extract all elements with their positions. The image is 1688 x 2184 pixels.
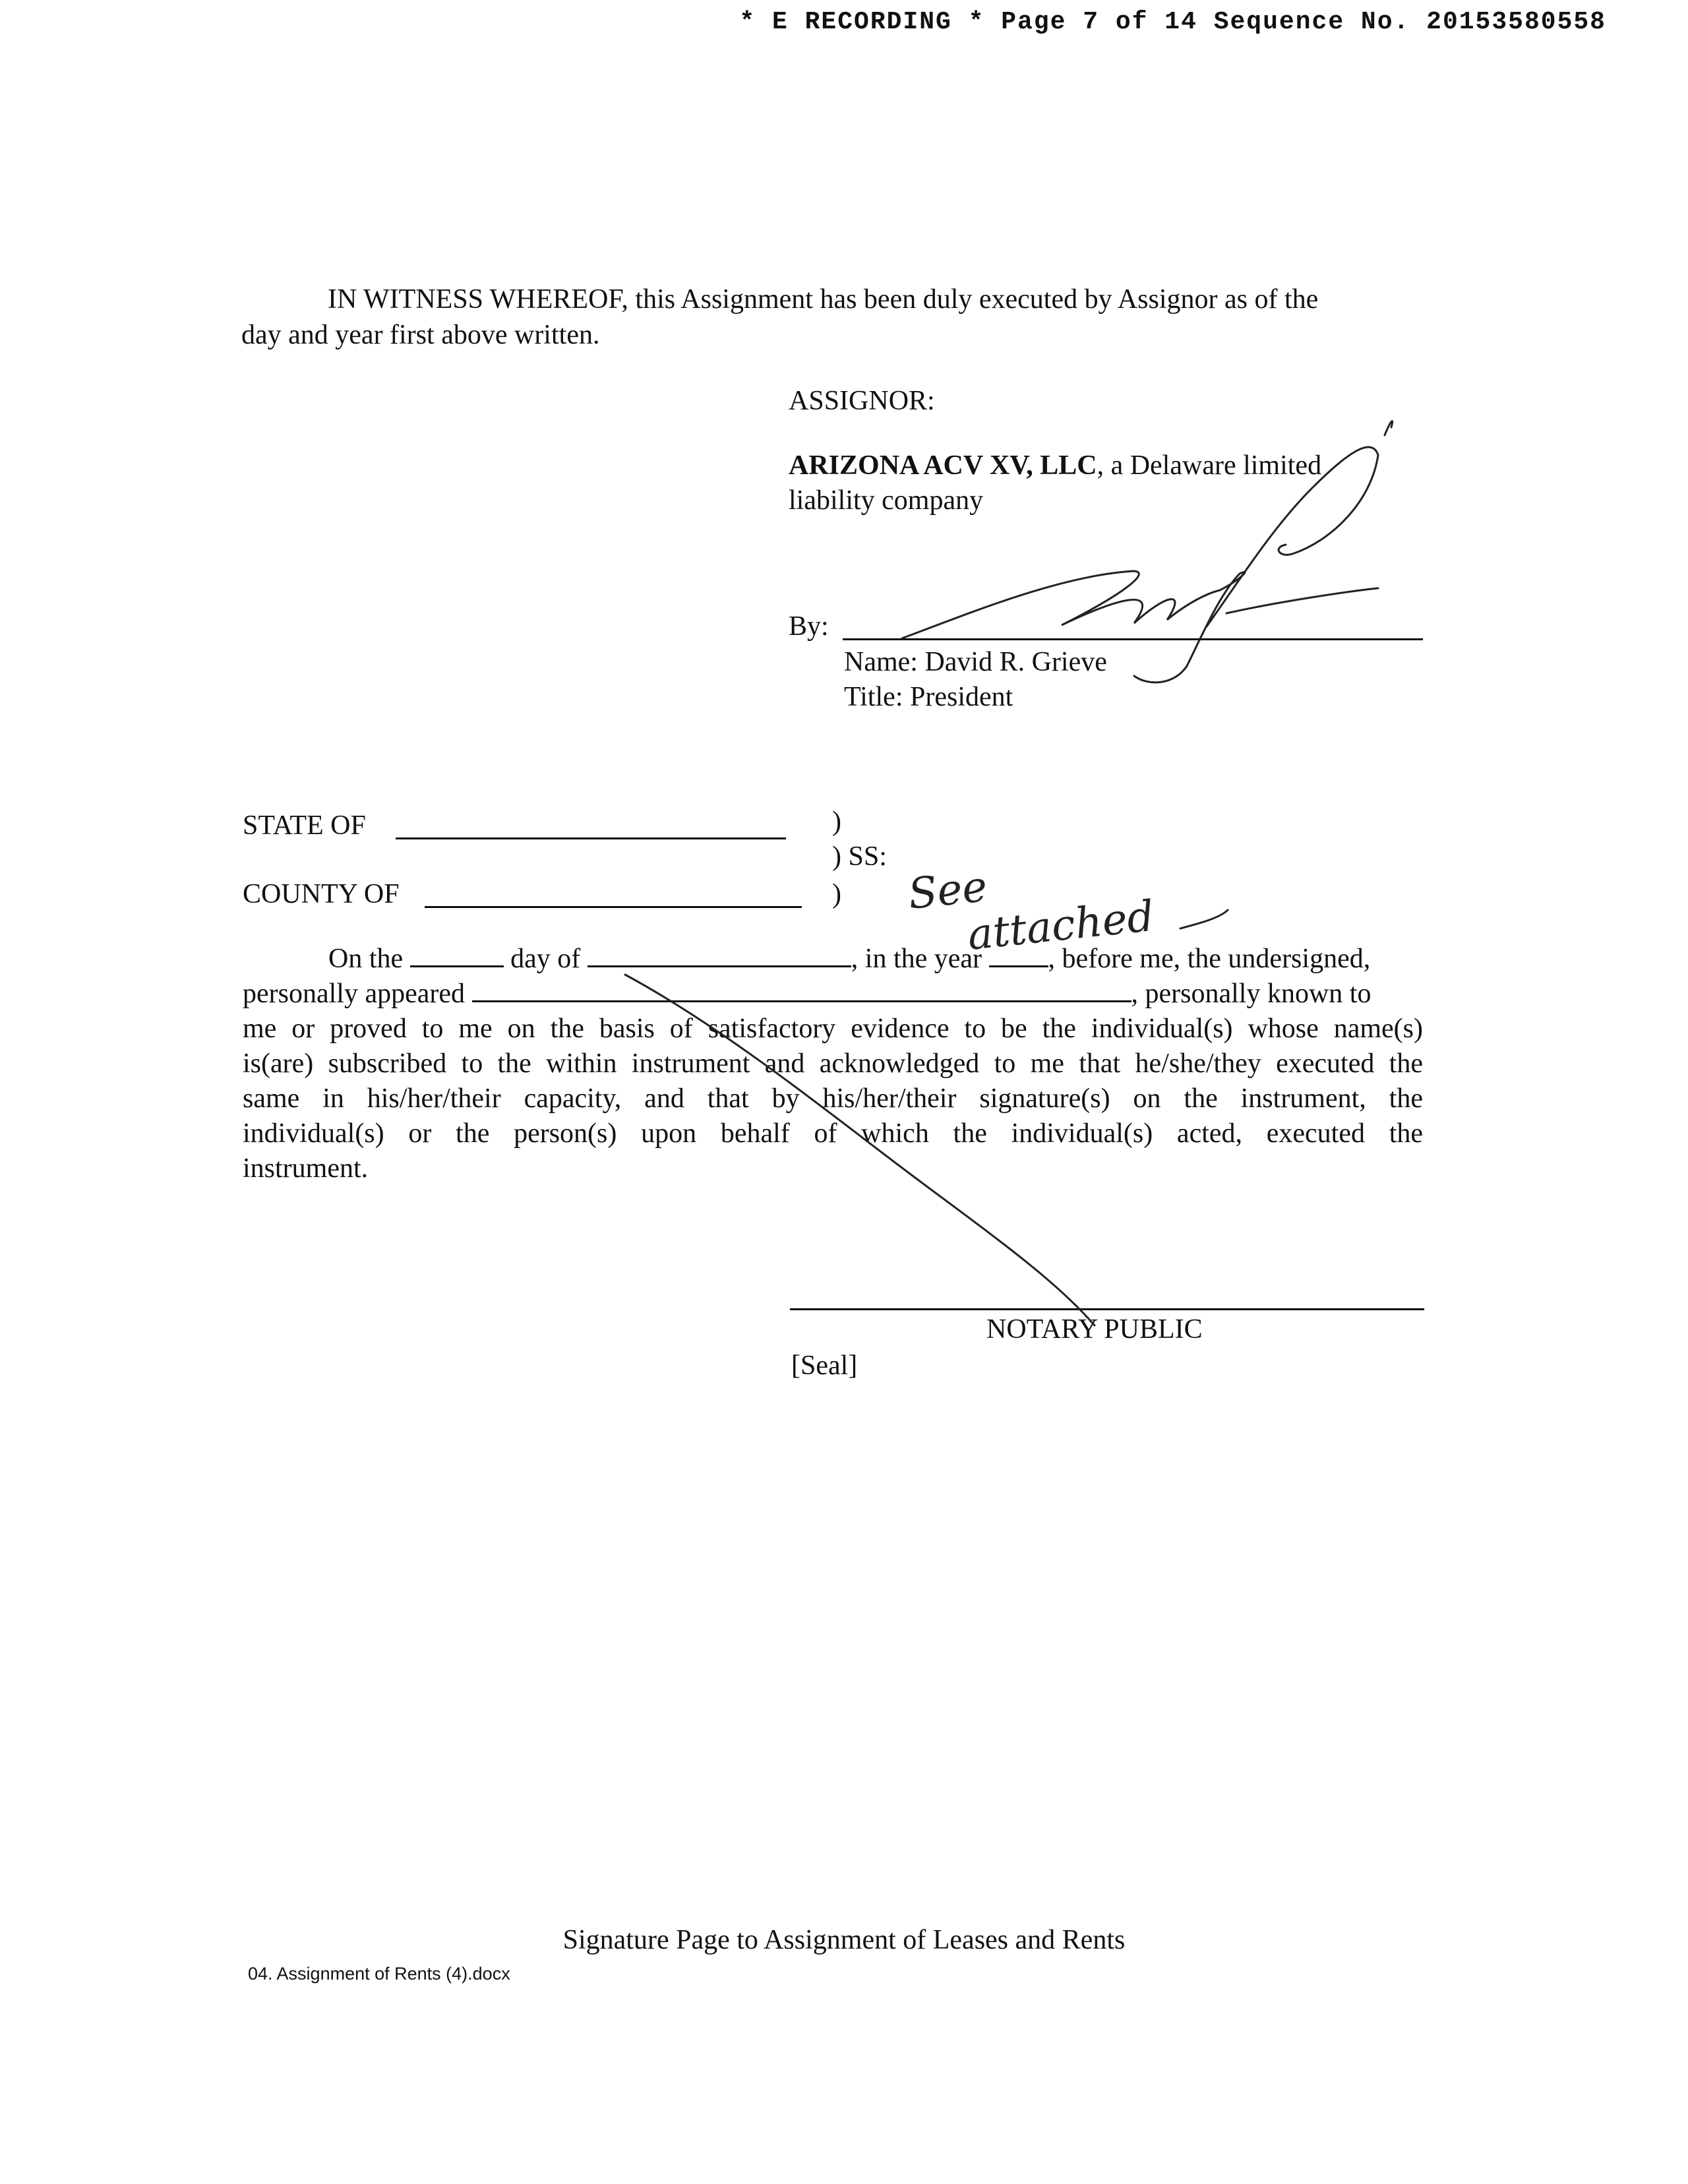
signer-title: Title: President xyxy=(844,682,1013,712)
ack-line-5: same in his/her/their capacity, and that by his/her/their signature(s) on the instrument, the xyxy=(243,1083,1423,1114)
venue-paren-3: ) xyxy=(832,879,841,909)
state-of-label: STATE OF xyxy=(243,810,366,841)
venue-paren-1: ) xyxy=(832,806,841,837)
recording-header: * E RECORDING * Page 7 of 14 Sequence No. 20153580558 xyxy=(739,8,1606,36)
assignor-company-line-2: liability company xyxy=(789,485,984,516)
see-attached-word-1: See xyxy=(905,862,990,919)
notary-public-label: NOTARY PUBLIC xyxy=(986,1314,1203,1345)
ack-on-the: On the xyxy=(328,944,404,974)
assignor-company-name: ARIZONA ACV XV, LLC xyxy=(789,450,1097,481)
signature-page-caption: Signature Page to Assignment of Leases and Rents xyxy=(562,1925,1126,1955)
venue-ss: ) SS: xyxy=(832,841,887,872)
ack-line-3: me or proved to me on the basis of satisfactory evidence to be the individual(s) whose name(s) xyxy=(243,1014,1423,1044)
witness-line-2: day and year first above written. xyxy=(241,320,600,350)
ack-in-the-year: , in the year xyxy=(851,944,982,974)
by-label: By: xyxy=(789,611,829,642)
assignor-company-desc-1: , a Delaware limited xyxy=(1097,450,1322,481)
ack-line-7: instrument. xyxy=(243,1153,369,1184)
assignor-label: ASSIGNOR: xyxy=(789,386,935,416)
county-of-label: COUNTY OF xyxy=(243,879,400,909)
handwritten-signature xyxy=(902,421,1393,682)
ack-line-4: is(are) subscribed to the within instrument and acknowledged to me that he/she/they executed the xyxy=(243,1048,1423,1079)
ack-before-me: , before me, the undersigned, xyxy=(1048,944,1371,974)
seal-label: [Seal] xyxy=(791,1350,858,1381)
strike-through-line xyxy=(625,975,1095,1325)
ack-personally-appeared: personally appeared xyxy=(243,979,466,1009)
ack-line-6: individual(s) or the person(s) upon behalf of which the individual(s) acted, executed the xyxy=(243,1118,1423,1149)
ack-day-of: day of xyxy=(510,944,581,974)
ack-personally-known: , personally known to xyxy=(1131,979,1372,1009)
see-attached-tail xyxy=(1180,910,1228,928)
witness-line-1: IN WITNESS WHEREOF, this Assignment has been duly executed by Assignor as of the xyxy=(328,284,1319,315)
signer-name: Name: David R. Grieve xyxy=(844,647,1107,677)
see-attached-word-2: attached xyxy=(965,892,1157,960)
document-filename: 04. Assignment of Rents (4).docx xyxy=(248,1964,510,1984)
